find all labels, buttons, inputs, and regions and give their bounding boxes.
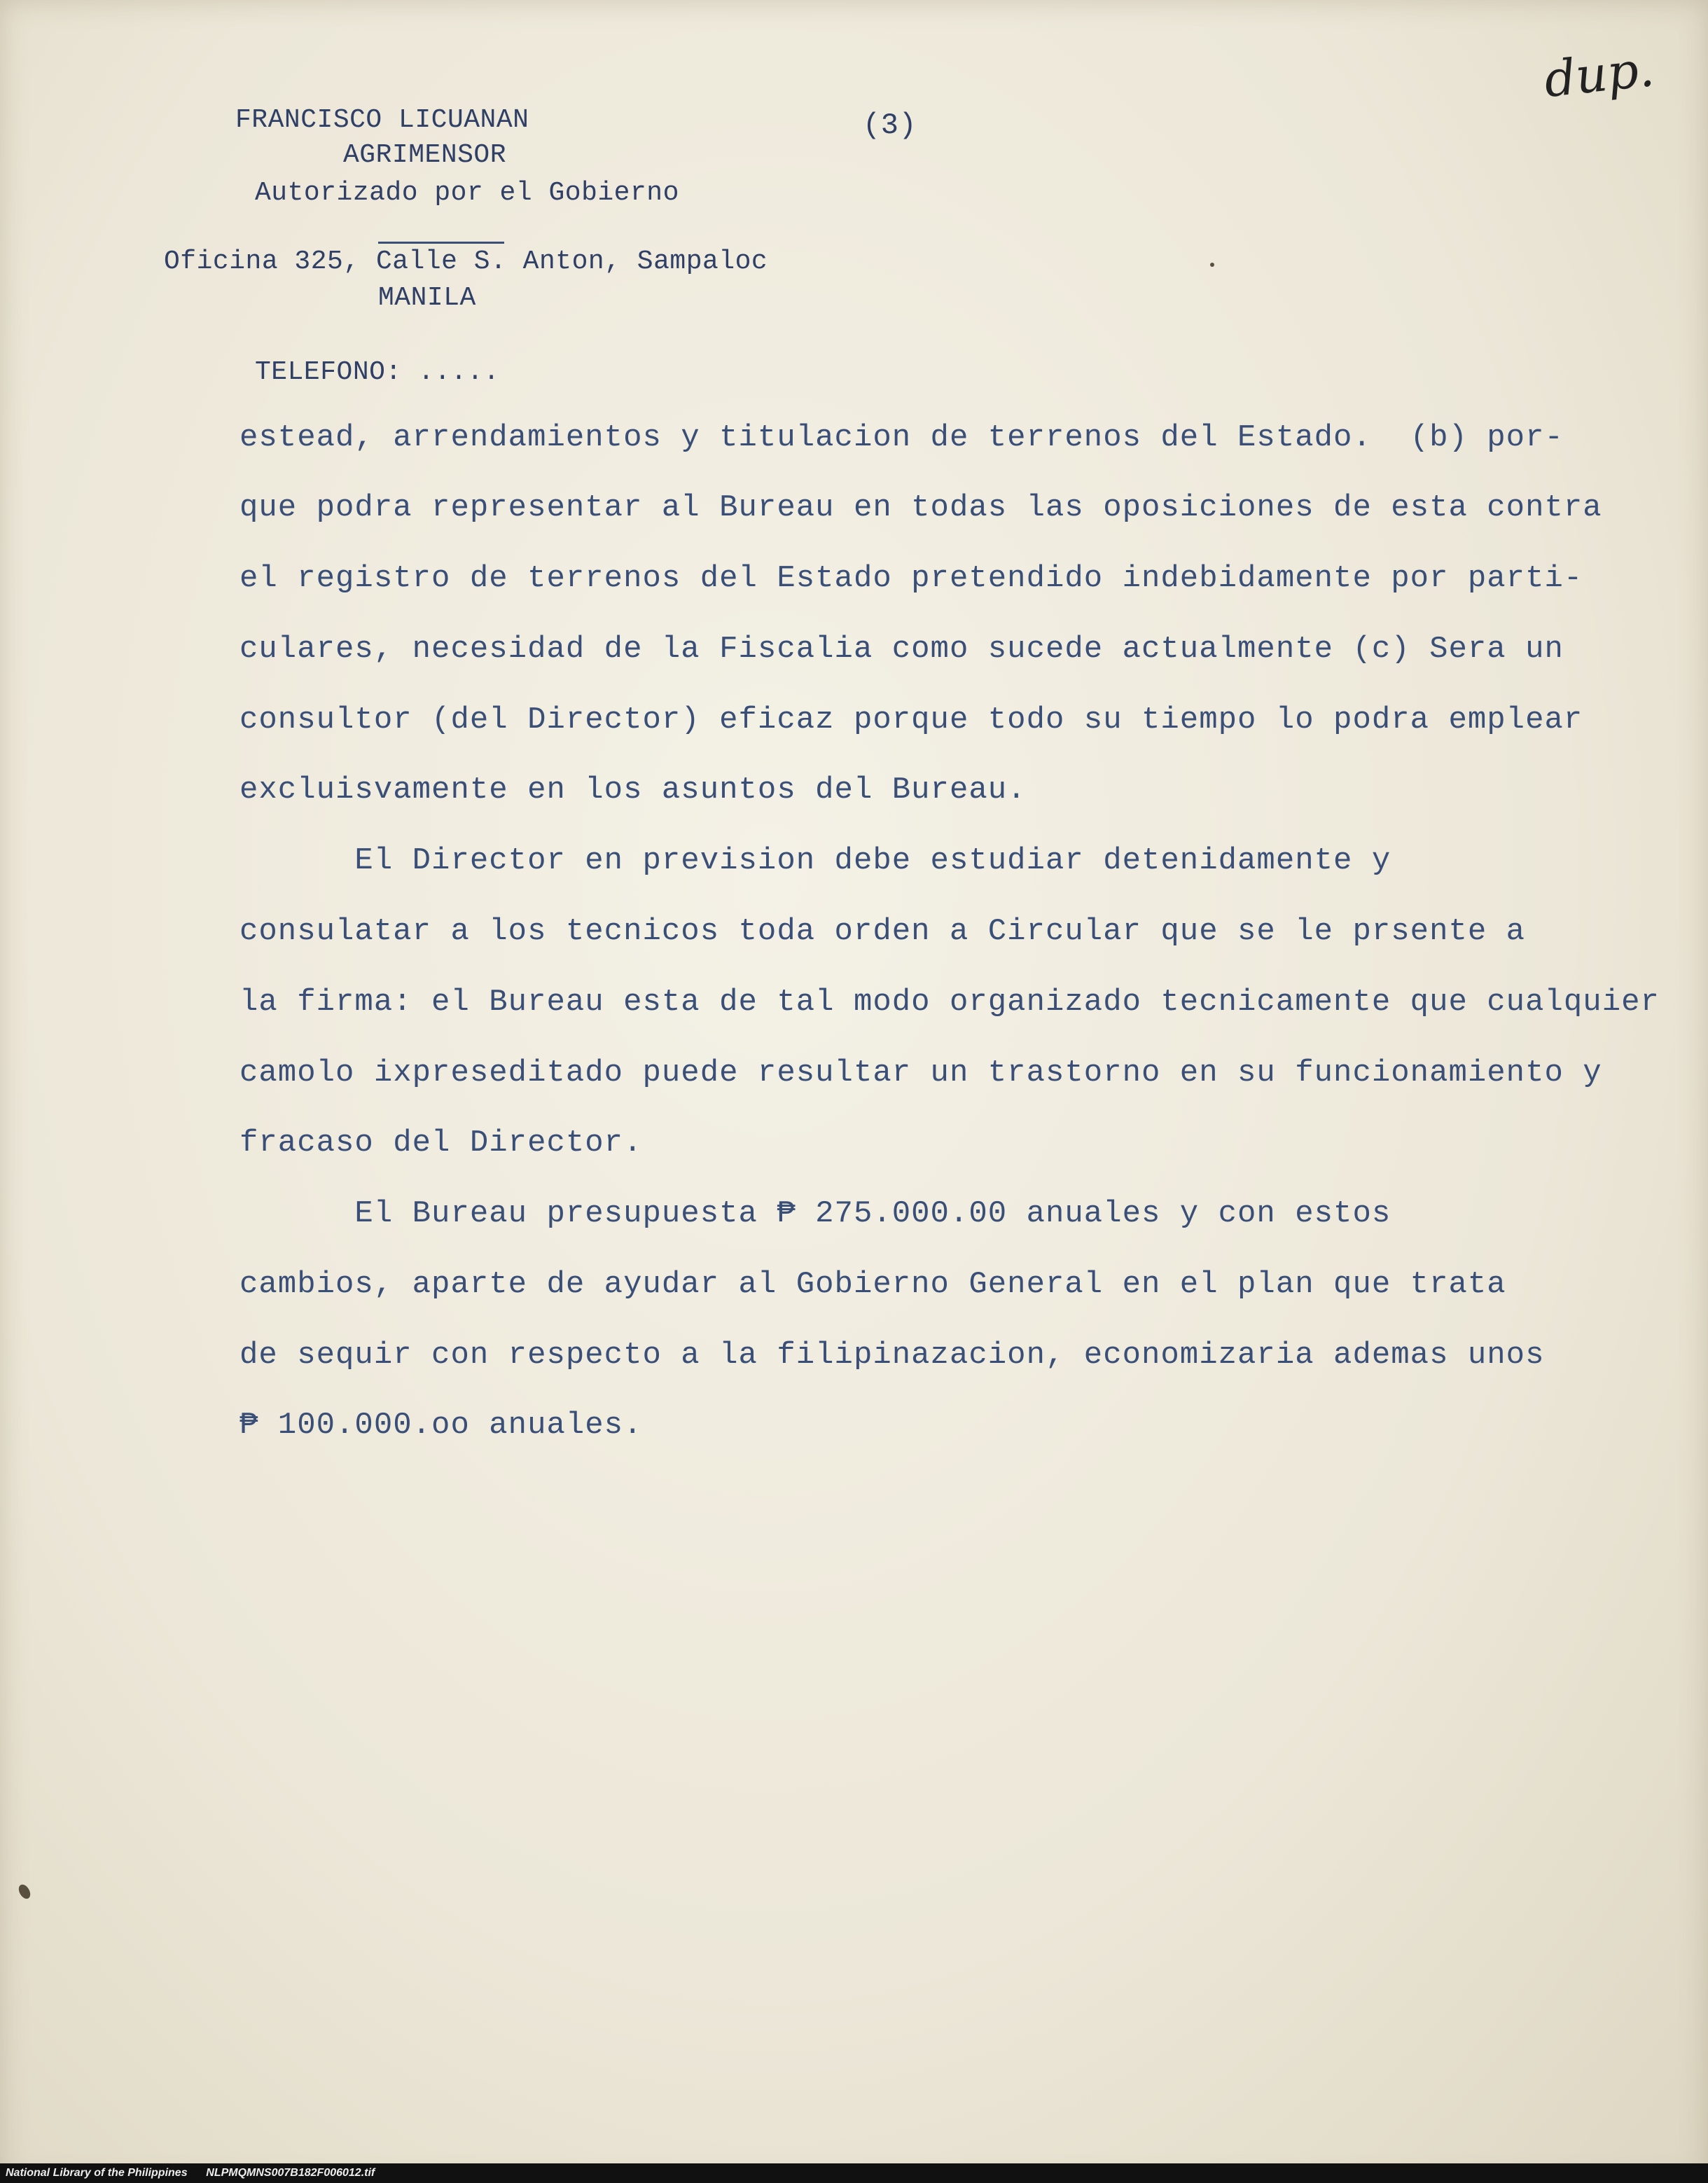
- body-line: la firma: el Bureau esta de tal modo organizado tecnicamente que cualquier: [239, 985, 1660, 1020]
- body-line: consulatar a los tecnicos toda orden a Circular que se le prsente a: [239, 914, 1526, 949]
- letterhead-authorization: Autorizado por el Gobierno: [255, 178, 679, 208]
- scan-footer: [0, 2163, 1708, 2183]
- body-line: fracaso del Director.: [239, 1125, 643, 1160]
- letterhead-city: MANILA: [378, 283, 476, 313]
- footer-file-id: NLPMQMNS007B182F006012.tif: [206, 2167, 375, 2179]
- paper-speck: [1210, 263, 1214, 267]
- body-line: cambios, aparte de ayudar al Gobierno General en el plan que trata: [239, 1267, 1506, 1302]
- body-line: el registro de terrenos del Estado pretendido indebidamente por parti-: [239, 561, 1583, 596]
- letterhead-phone: TELEFONO: .....: [255, 357, 500, 387]
- footer-library: National Library of the Philippines: [6, 2167, 188, 2179]
- letterhead-title: AGRIMENSOR: [343, 140, 507, 170]
- page-number: (3): [863, 109, 917, 142]
- letterhead-name: FRANCISCO LICUANAN: [235, 105, 529, 135]
- body-line: estead, arrendamientos y titulacion de terrenos del Estado. (b) por-: [239, 420, 1564, 455]
- body-line: de sequir con respecto a la filipinazacion, economizaria ademas unos: [239, 1338, 1545, 1373]
- body-line: El Bureau presupuesta ₱ 275.000.00 anuales y con estos: [239, 1196, 1391, 1231]
- body-line: ₱ 100.000.oo anuales.: [239, 1408, 643, 1443]
- body-line: excluisvamente en los asuntos del Bureau.: [239, 772, 1027, 808]
- letterhead-divider: [378, 242, 504, 244]
- letterhead-address: Oficina 325, Calle S. Anton, Sampaloc: [164, 247, 768, 277]
- paper-mark: [16, 1883, 32, 1901]
- body-line: El Director en prevision debe estudiar detenidamente y: [239, 843, 1391, 878]
- body-line: camolo ixpreseditado puede resultar un trastorno en su funcionamiento y: [239, 1055, 1602, 1090]
- body-line: culares, necesidad de la Fiscalia como sucede actualmente (c) Sera un: [239, 632, 1564, 667]
- handwritten-annotation: dup.: [1541, 40, 1657, 109]
- body-line: que podra representar al Bureau en todas las oposiciones de esta contra: [239, 490, 1602, 525]
- body-line: consultor (del Director) eficaz porque todo su tiempo lo podra emplear: [239, 702, 1583, 737]
